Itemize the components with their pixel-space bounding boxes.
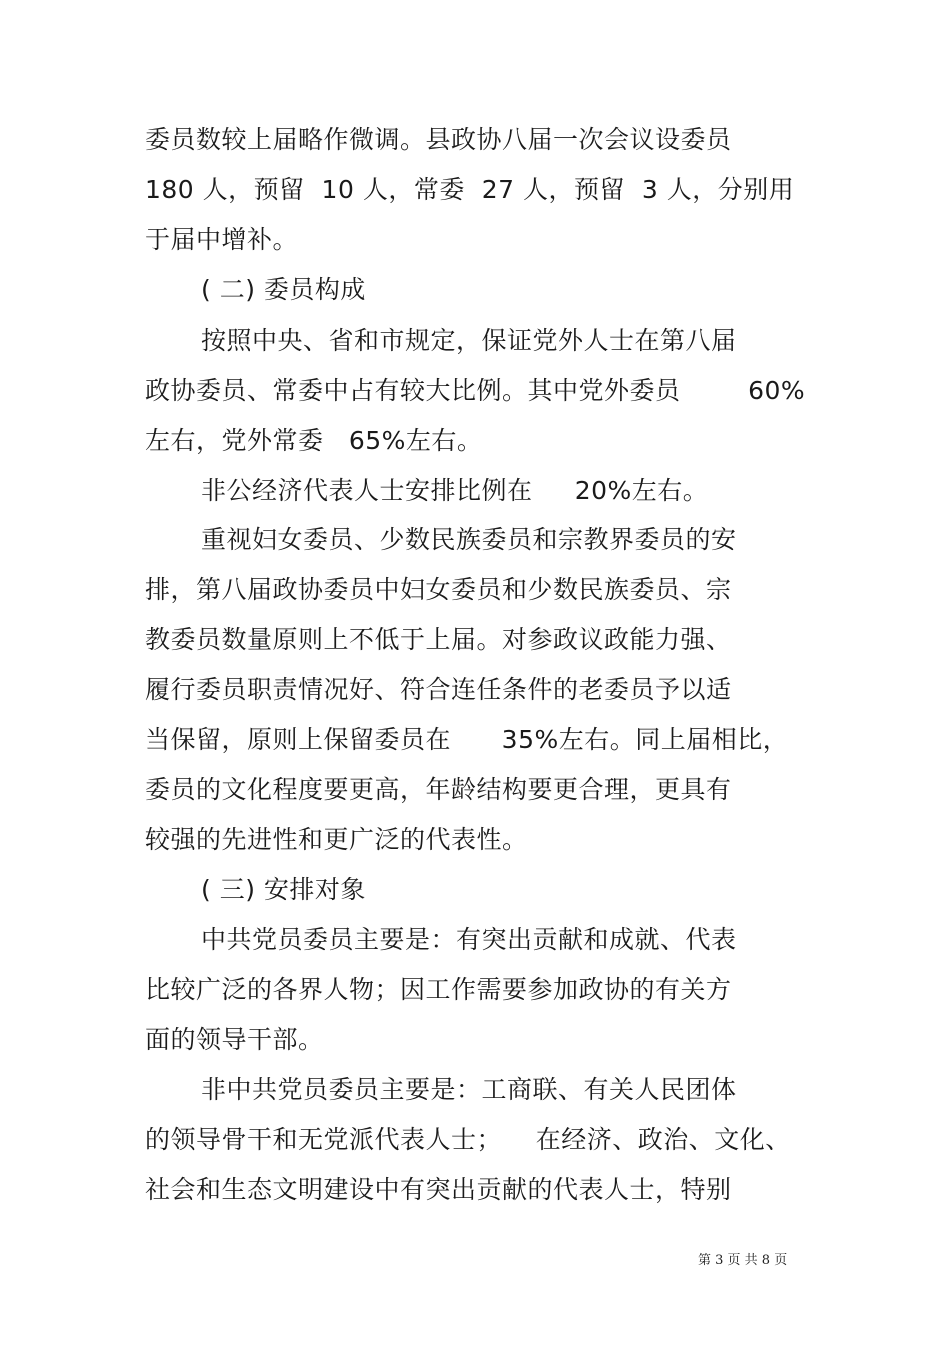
text-line: 按照中央、省和市规定，保证党外人士在第八届 — [201, 326, 737, 355]
text-line: 教委员数量原则上不低于上届。对参政议政能力强、 — [145, 625, 732, 654]
page-number-footer: 第 3 页 共 8 页 — [698, 1253, 788, 1268]
section-heading: ( 三) 安排对象 — [201, 875, 366, 904]
text-line: 政协委员、常委中占有较大比例。其中党外委员 60% — [145, 376, 806, 405]
text-line: 非中共党员委员主要是：工商联、有关人民团体 — [201, 1075, 737, 1104]
text-line: 180 人，预留 10 人，常委 27 人，预留 3 人，分别用 — [145, 175, 795, 204]
text-line: 重视妇女委员、少数民族委员和宗教界委员的安 — [201, 525, 737, 554]
text-line: 委员的文化程度要更高，年龄结构要更合理，更具有 — [145, 775, 732, 804]
text-line: 中共党员委员主要是：有突出贡献和成就、代表 — [201, 925, 737, 954]
text-line: 面的领导干部。 — [145, 1025, 324, 1054]
text-line: 履行委员职责情况好、符合连任条件的老委员予以适 — [145, 675, 732, 704]
section-heading: ( 二) 委员构成 — [201, 275, 366, 304]
text-line: 委员数较上届略作微调。县政协八届一次会议设委员 — [145, 125, 732, 154]
text-line: 当保留，原则上保留委员在 35%左右。同上届相比， — [145, 725, 789, 754]
text-line: 排，第八届政协委员中妇女委员和少数民族委员、宗 — [145, 575, 732, 604]
text-line: 于届中增补。 — [145, 225, 299, 254]
text-line: 较强的先进性和更广泛的代表性。 — [145, 825, 528, 854]
text-line: 左右，党外常委 65%左右。 — [145, 426, 483, 455]
text-line: 非公经济代表人士安排比例在 20%左右。 — [201, 476, 709, 505]
text-line: 社会和生态文明建设中有突出贡献的代表人士，特别 — [145, 1175, 732, 1204]
text-line: 的领导骨干和无党派代表人士； 在经济、政治、文化、 — [145, 1125, 791, 1154]
text-line: 比较广泛的各界人物；因工作需要参加政协的有关方 — [145, 975, 732, 1004]
